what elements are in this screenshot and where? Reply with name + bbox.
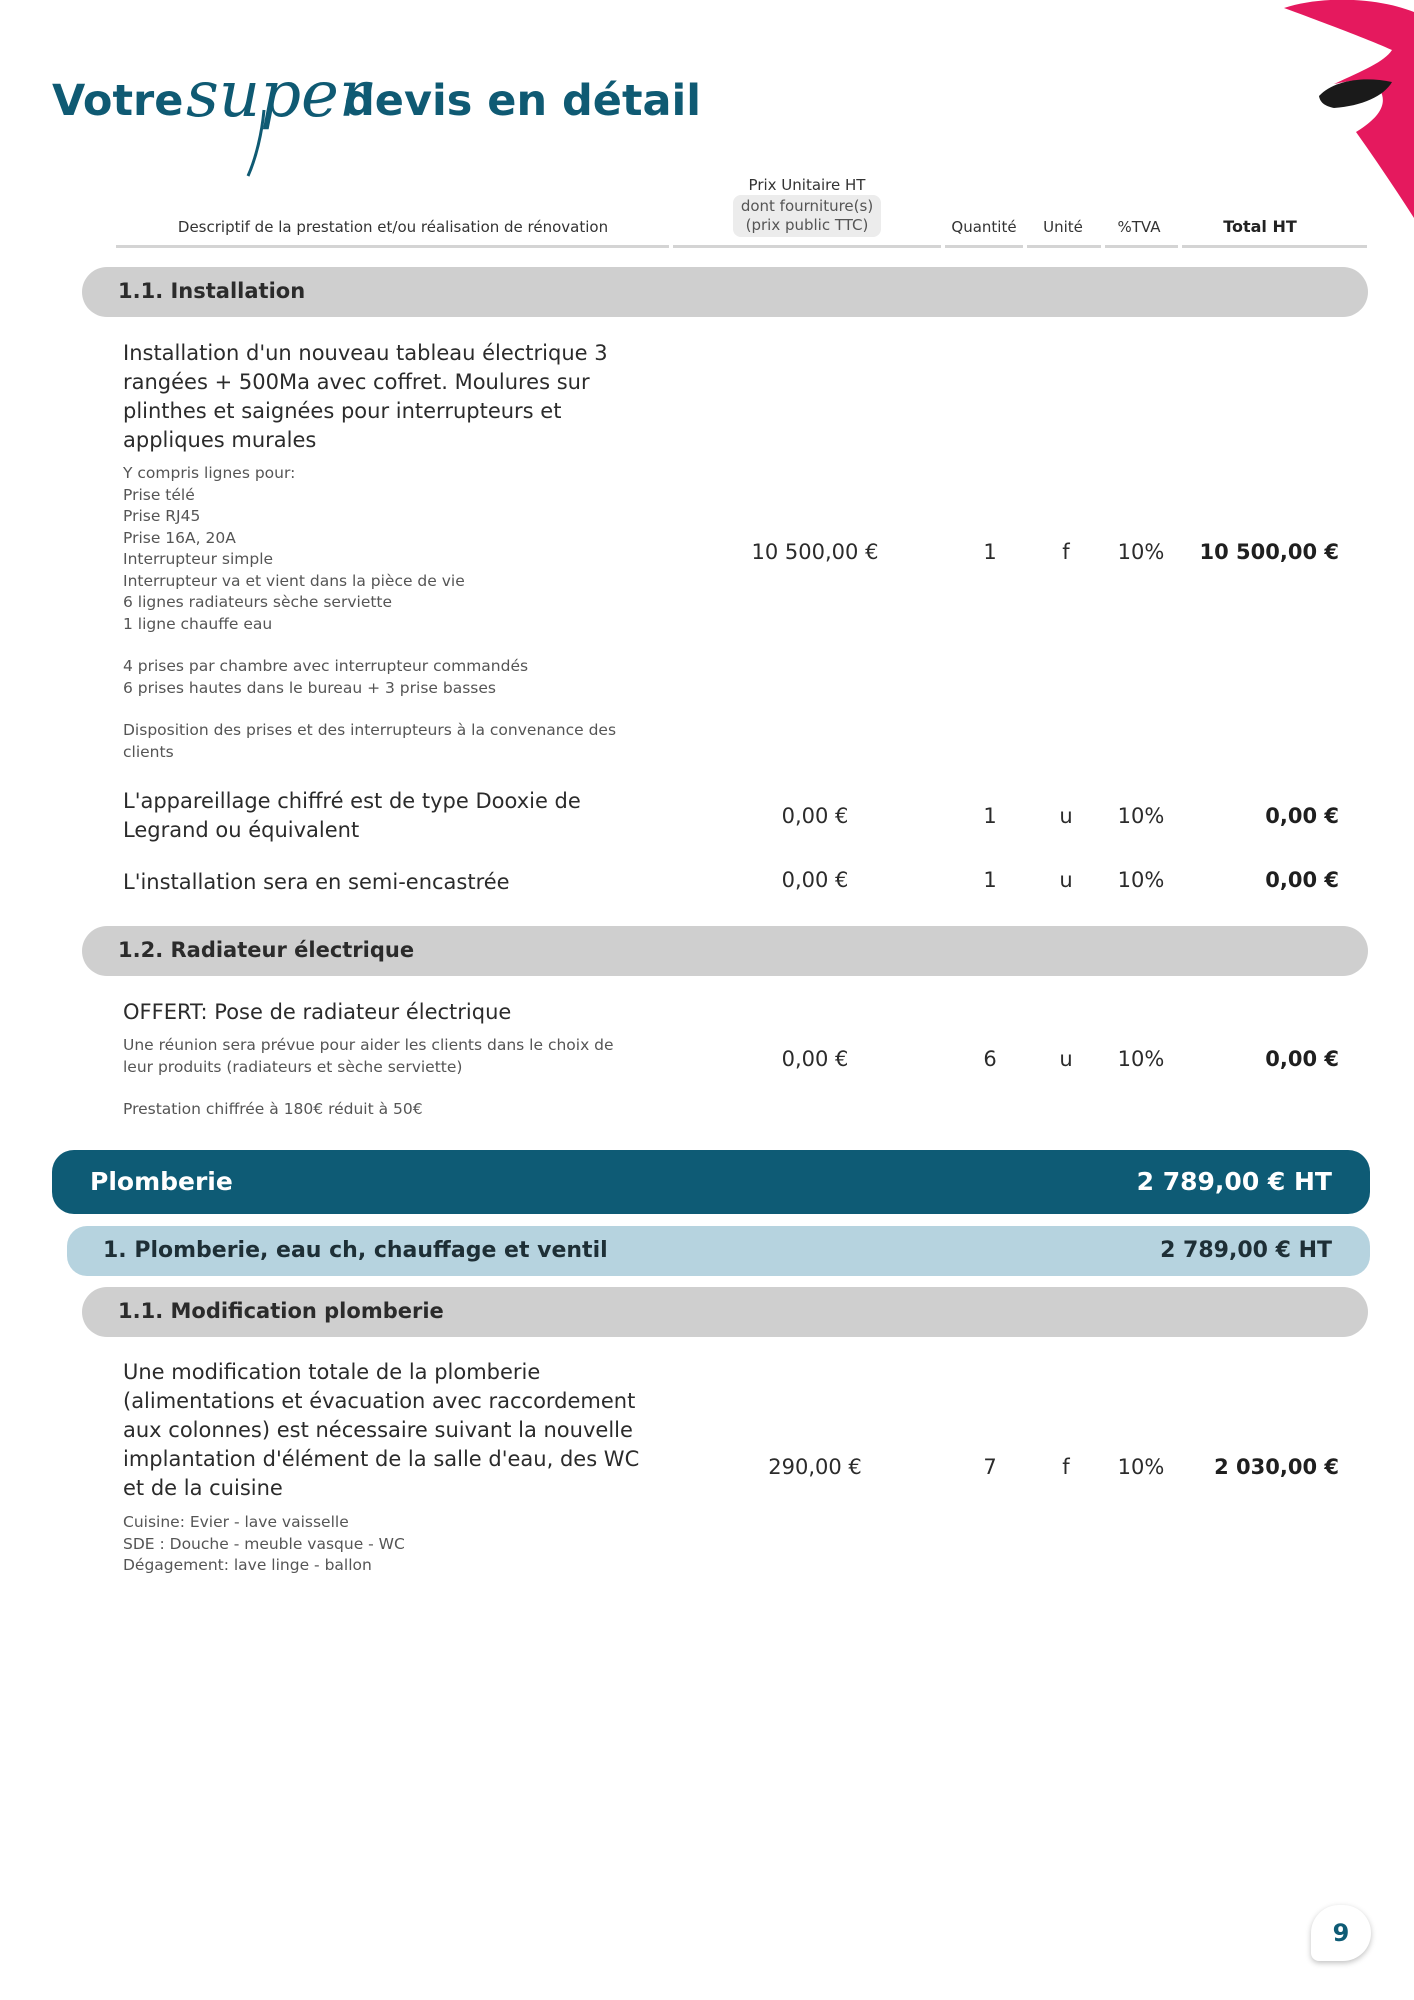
header-divider — [1027, 245, 1101, 248]
vat-rate: 10% — [1117, 1047, 1165, 1071]
title-part1: Votre — [52, 76, 184, 126]
item-description: OFFERT: Pose de radiateur électrique — [123, 1000, 512, 1024]
title-swash — [242, 108, 282, 178]
detail-line: Cuisine: Evier - lave vaisselle — [123, 1513, 349, 1531]
quantity: 1 — [983, 804, 997, 828]
unit-price: 290,00 € — [768, 1455, 862, 1479]
item-details — [123, 1035, 614, 1121]
unit-price: 0,00 € — [781, 868, 849, 892]
description-line: Legrand ou équivalent — [123, 818, 360, 842]
col-header-total: Total HT — [1223, 217, 1297, 236]
vat-rate: 10% — [1117, 1455, 1165, 1479]
detail-line: Disposition des prises et des interrupteurs à la convenance des — [123, 721, 617, 739]
header-divider — [673, 245, 941, 248]
unit-price: 0,00 € — [781, 804, 849, 828]
item-details — [123, 463, 616, 763]
section-title: 1.1. Modification plomberie — [118, 1299, 444, 1323]
category-bar-plomberie — [52, 1150, 1370, 1214]
col-header-unit-price: Prix Unitaire HT — [748, 176, 866, 194]
description-line: et de la cuisine — [123, 1476, 283, 1500]
header-divider — [945, 245, 1023, 248]
line-total: 2 030,00 € — [1214, 1455, 1339, 1479]
description-line: Installation d'un nouveau tableau électrique 3 — [123, 341, 608, 365]
subcategory-bar — [67, 1226, 1370, 1276]
description-line: implantation d'élément de la salle d'eau, des WC — [123, 1447, 640, 1471]
unit: u — [1059, 804, 1073, 828]
description-line: (alimentations et évacuation avec raccordement — [123, 1389, 636, 1413]
item-description — [123, 787, 581, 845]
quantity: 1 — [983, 540, 997, 564]
col-header-unit-price-sub1: dont fourniture(s) — [740, 197, 874, 215]
detail-line: leur produits (radiateurs et sèche serviette) — [123, 1057, 463, 1076]
unit-price: 10 500,00 € — [751, 540, 879, 564]
col-header-unit: Unité — [1043, 218, 1083, 236]
header-divider — [1105, 245, 1178, 248]
page-number: 9 — [1311, 1905, 1371, 1961]
section-bar-radiator — [82, 926, 1368, 976]
col-header-unit-price-sub2: (prix public TTC) — [745, 216, 869, 234]
detail-line: Interrupteur va et vient dans la pièce de vie — [123, 571, 465, 590]
item-description: L'installation sera en semi-encastrée — [123, 870, 510, 894]
category-title: Plomberie — [90, 1167, 233, 1196]
line-total: 0,00 € — [1265, 1047, 1339, 1071]
detail-line: Une réunion sera prévue pour aider les clients dans le choix de — [123, 1036, 614, 1054]
detail-line: Dégagement: lave linge - ballon — [123, 1556, 372, 1574]
detail-line: Prise 16A, 20A — [123, 528, 236, 547]
line-total: 0,00 € — [1265, 868, 1339, 892]
detail-line: clients — [123, 742, 174, 761]
detail-line: Y compris lignes pour: — [123, 464, 296, 482]
detail-line: SDE : Douche - meuble vasque - WC — [123, 1534, 405, 1553]
detail-line: 1 ligne chauffe eau — [123, 614, 273, 633]
quantity: 6 — [983, 1047, 997, 1071]
vat-rate: 10% — [1117, 804, 1165, 828]
col-header-vat: %TVA — [1117, 218, 1161, 236]
detail-line: Prestation chiffrée à 180€ réduit à 50€ — [123, 1100, 423, 1118]
detail-line: Prise télé — [123, 485, 195, 504]
description-line: aux colonnes) est nécessaire suivant la nouvelle — [123, 1418, 633, 1442]
title-script-word: super — [186, 58, 370, 132]
corner-decoration — [1284, 0, 1414, 230]
item-description — [123, 339, 608, 455]
section-title: 1.2. Radiateur électrique — [118, 938, 415, 962]
vat-rate: 10% — [1117, 540, 1165, 564]
vat-rate: 10% — [1117, 868, 1165, 892]
line-total: 10 500,00 € — [1199, 540, 1339, 564]
line-total: 0,00 € — [1265, 804, 1339, 828]
item-details — [123, 1512, 405, 1577]
quantity: 1 — [983, 868, 997, 892]
section-bar-installation — [82, 267, 1368, 317]
category-total: 2 789,00 € HT — [1136, 1167, 1332, 1196]
unit: u — [1059, 1047, 1073, 1071]
item-description — [123, 1358, 639, 1503]
subcategory-total: 2 789,00 € HT — [1160, 1238, 1332, 1263]
unit-price: 0,00 € — [781, 1047, 849, 1071]
detail-line: 6 lignes radiateurs sèche serviette — [123, 593, 393, 611]
col-header-description: Descriptif de la prestation et/ou réalisation de rénovation — [177, 218, 609, 236]
section-bar-plumbing-modification — [82, 1287, 1368, 1337]
col-header-quantity: Quantité — [951, 218, 1017, 236]
title-part2: devis en détail — [344, 76, 702, 126]
detail-line: 6 prises hautes dans le bureau + 3 prise basses — [123, 678, 496, 697]
description-line: appliques murales — [123, 428, 317, 452]
unit: f — [1062, 1455, 1070, 1479]
header-divider — [1182, 245, 1367, 248]
header-divider — [116, 245, 669, 248]
detail-line: Interrupteur simple — [123, 550, 274, 568]
subcategory-title: 1. Plomberie, eau ch, chauffage et ventil — [103, 1238, 608, 1263]
description-line: Une modification totale de la plomberie — [123, 1360, 541, 1384]
description-line: plinthes et saignées pour interrupteurs et — [123, 399, 562, 423]
detail-line: 4 prises par chambre avec interrupteur commandés — [123, 657, 529, 675]
detail-line: Prise RJ45 — [123, 507, 201, 525]
unit: f — [1062, 540, 1070, 564]
description-line: L'appareillage chiffré est de type Dooxie de — [123, 789, 581, 813]
section-title: 1.1. Installation — [118, 279, 306, 303]
description-line: rangées + 500Ma avec coffret. Moulures sur — [123, 370, 590, 394]
quantity: 7 — [983, 1455, 997, 1479]
unit: u — [1059, 868, 1073, 892]
